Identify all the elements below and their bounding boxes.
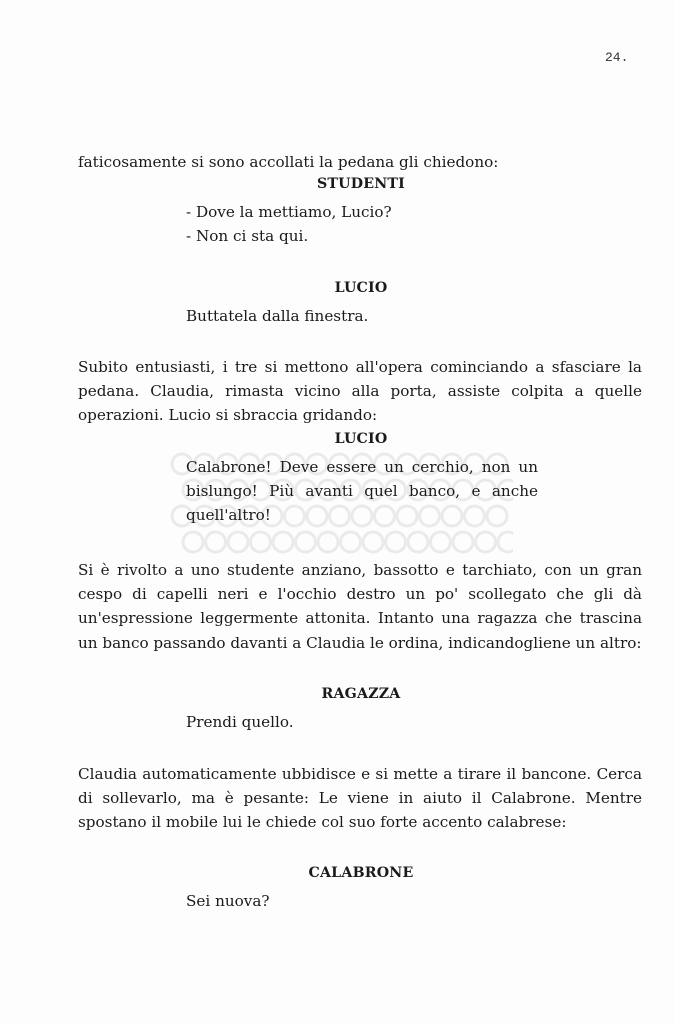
dialog-line: Prendi quello. <box>186 713 294 731</box>
watermark-ring <box>296 532 316 552</box>
page-number: 24. <box>605 50 629 65</box>
speaker-name: LUCIO <box>334 431 388 447</box>
narration-paragraph: Claudia automaticamente ubbidisce e si mette a tirare il bancone. Cerca di sollevarlo, ma è pesante: Le viene in aiuto il Calabrone. Mentre spostano il mobile lui le chiede col suo forte accento calabrese: <box>78 765 642 832</box>
watermark-ring <box>476 532 496 552</box>
watermark-ring <box>183 532 203 552</box>
dialog-line-2: - Non ci sta qui. <box>186 227 309 246</box>
narration-paragraph: Subito entusiasti, i tre si mettono all'opera cominciando a sfasciare la pedana. Claudia, rimasta vicino alla porta, assiste colpita a quelle operazioni. Lucio si sbraccia gridando: <box>78 358 642 425</box>
dialog-line: Buttatela dalla finestra. <box>186 307 369 325</box>
speaker-name: STUDENTI <box>316 176 406 192</box>
watermark-ring <box>498 532 513 552</box>
dialog-line: Sei nuova? <box>186 892 270 910</box>
speaker-name: LUCIO <box>334 280 388 296</box>
watermark-ring <box>453 532 473 552</box>
watermark-ring <box>318 532 338 552</box>
watermark-ring <box>273 532 293 552</box>
watermark-ring <box>408 532 428 552</box>
dialog-line-1: - Dove la mettiamo, Lucio? <box>186 203 392 221</box>
watermark-ring <box>206 532 226 552</box>
watermark-ring <box>228 532 248 552</box>
watermark-ring <box>363 532 383 552</box>
watermark-ring <box>431 532 451 552</box>
watermark-ring <box>251 532 271 552</box>
dialog-line: Calabrone! Deve essere un cerchio, non un bislungo! Più avanti quel banco, e anche quell'altro! <box>186 458 538 525</box>
narration-paragraph: faticosamente si sono accollati la pedana gli chiedono: <box>78 153 499 171</box>
watermark-ring <box>386 532 406 552</box>
dialog-line <box>186 200 392 248</box>
speaker-name: CALABRONE <box>308 865 414 881</box>
narration-paragraph: Si è rivolto a uno studente anziano, bassotto e tarchiato, con un gran cespo di capelli neri e l'occhio destro un po' scollegato che gli dà un'espressione leggermente attonita. Intanto una ragazza che trascina un banco passando davanti a Claudia le ordina, indicandogliene un altro: <box>78 561 642 652</box>
speaker-name: RAGAZZA <box>321 686 401 702</box>
watermark-ring <box>341 532 361 552</box>
